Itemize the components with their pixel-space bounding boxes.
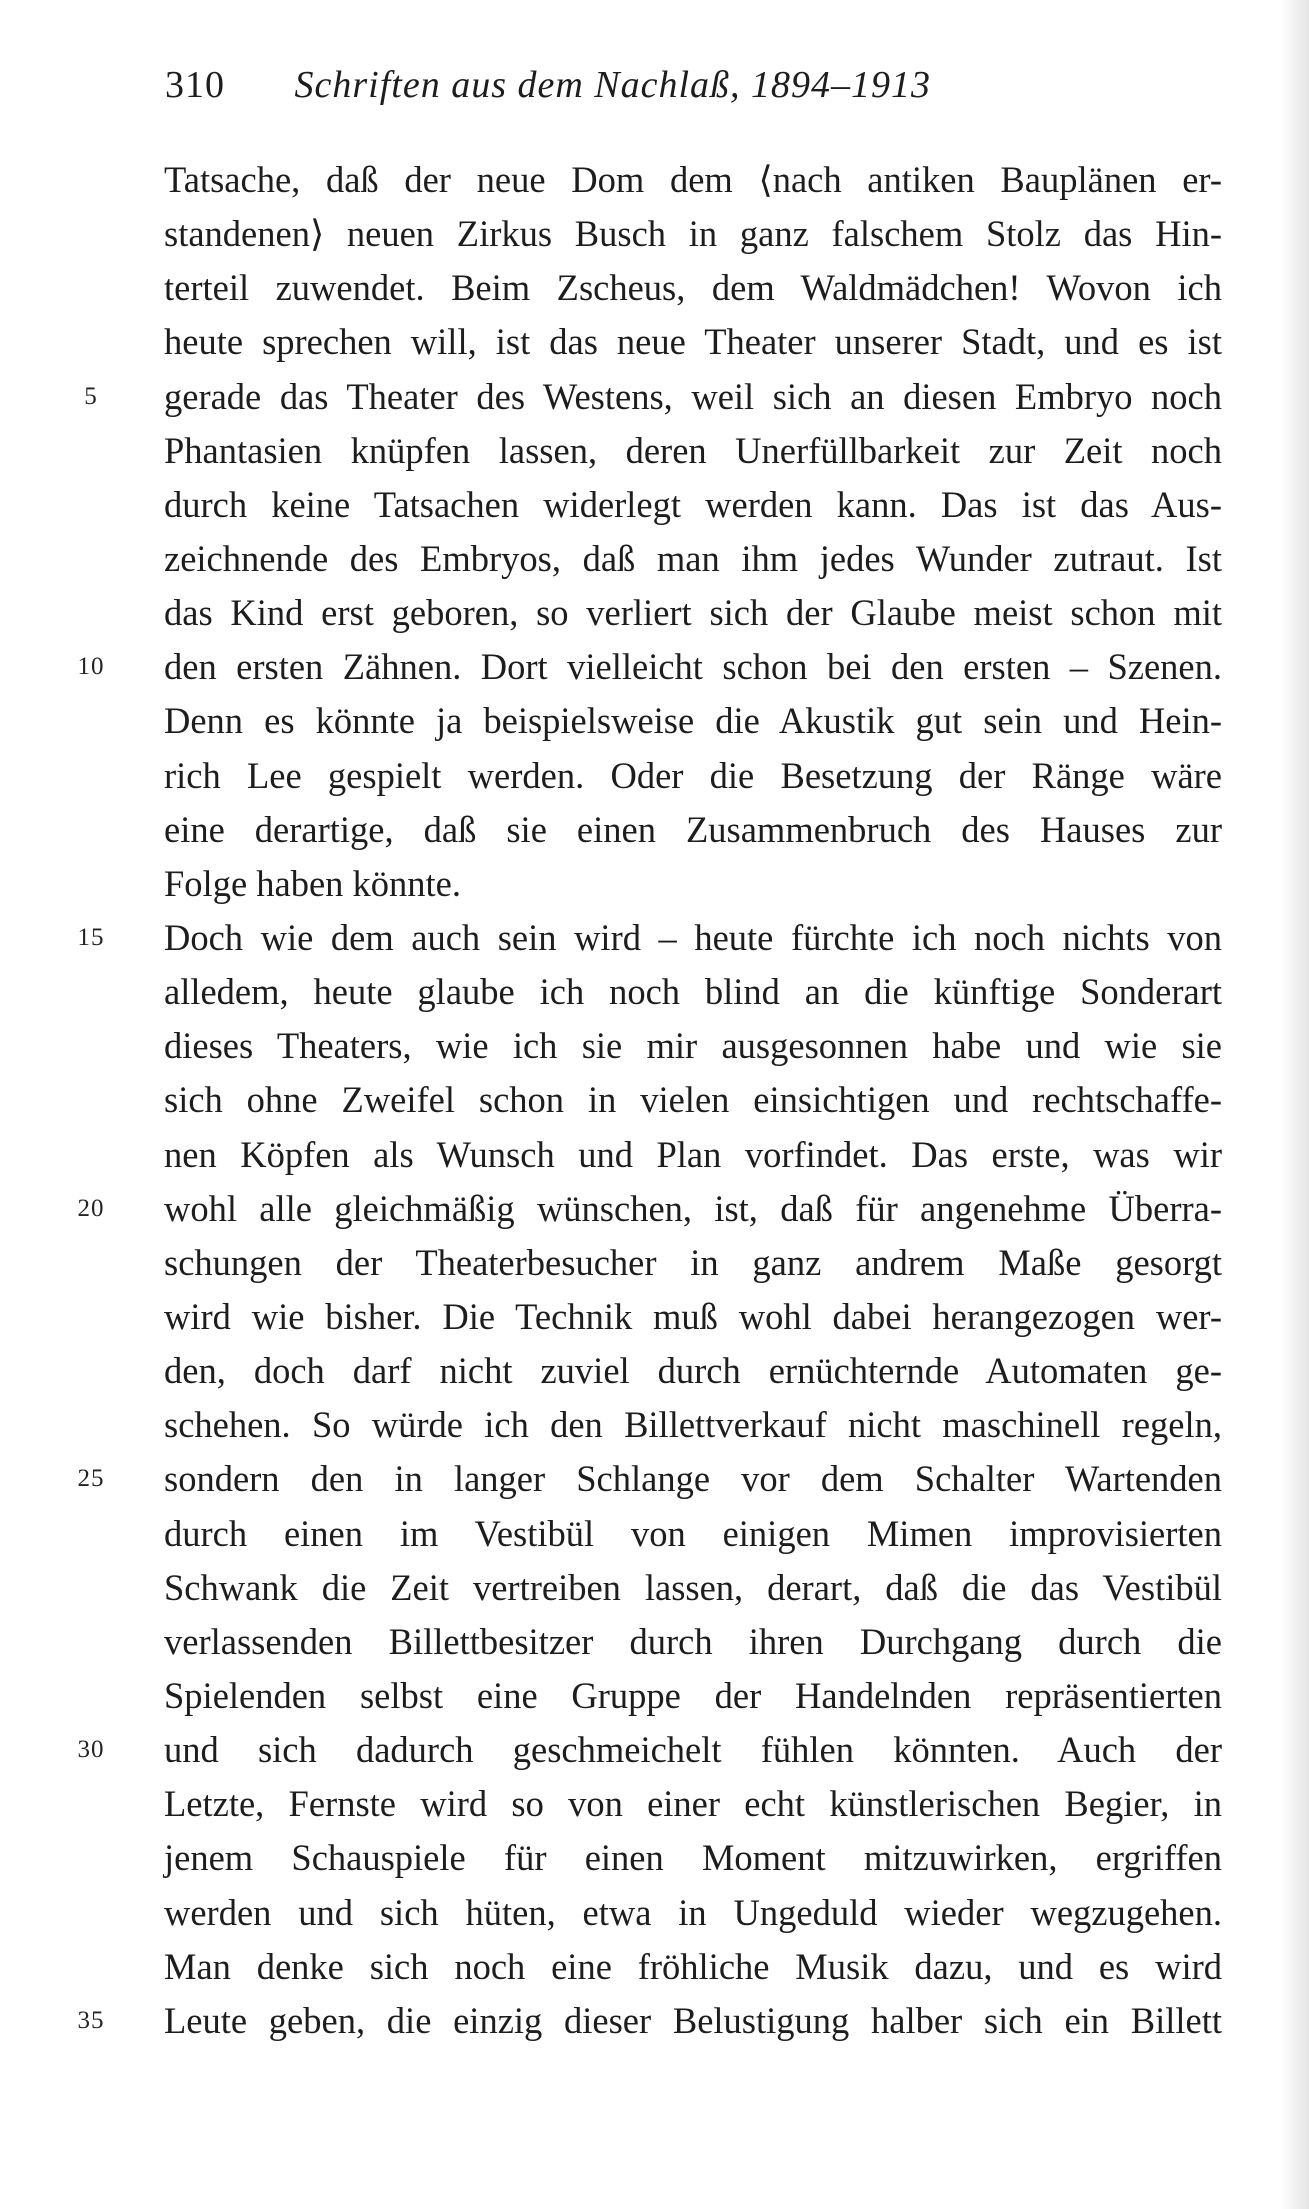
text-line-content: nen Köpfen als Wunsch und Plan vorfindet. Das erste, was wir [164,1133,1222,1175]
text-line-content: das Kind erst geboren, so verliert sich der Glaube meist schon mit [164,592,1222,634]
text-line [77,911,1222,965]
text-line [164,207,1222,261]
text-line [164,1831,1222,1885]
text-line [164,424,1222,478]
text-line [164,1886,1222,1940]
text-line-content: Phantasien knüpfen lassen, deren Unerfüllbarkeit zur Zeit noch [164,429,1222,471]
text-line-content: Leute geben, die einzig dieser Belustigung halber sich ein Billett [164,1999,1222,2041]
text-line-content: verlassenden Billettbesitzer durch ihren Durchgang durch die [164,1620,1222,1662]
page-header [165,66,931,104]
text-line [164,857,1222,911]
text-line-content: alledem, heute glaube ich noch blind an die künftige Sonderart [164,971,1222,1013]
body-text [77,153,1222,2048]
text-line-content: wird wie bisher. Die Technik muß wohl dabei herangezogen wer- [164,1295,1222,1337]
text-line [164,1344,1222,1398]
page-number: 310 [165,64,225,106]
text-line-content: durch keine Tatsachen widerlegt werden kann. Das ist das Aus- [164,483,1222,525]
text-line-content: sondern den in langer Schlange vor dem Schalter Wartenden [164,1458,1222,1500]
text-line-content: Folge haben könnte. [164,862,462,904]
text-line-content: Denn es könnte ja beispielsweise die Akustik gut sein und Hein- [164,700,1222,742]
text-line [164,1777,1222,1831]
text-line-content: den, doch darf nicht zuviel durch ernüchternde Automaten ge- [164,1350,1222,1392]
text-line [164,694,1222,748]
text-line [164,261,1222,315]
text-line [77,1723,1222,1777]
text-line [164,478,1222,532]
text-line-content: zeichnende des Embryos, daß man ihm jedes Wunder zutraut. Ist [164,537,1222,579]
text-line [164,1561,1222,1615]
text-line-content: heute sprechen will, ist das neue Theater unserer Stadt, und es ist [164,321,1222,363]
text-line-content: rich Lee gespielt werden. Oder die Besetzung der Ränge wäre [164,754,1222,796]
line-number: 35 [77,2006,105,2034]
line-number: 15 [77,923,105,951]
text-line [164,749,1222,803]
text-line-content: eine derartige, daß sie einen Zusammenbruch des Hauses zur [164,808,1222,850]
text-line [164,153,1222,207]
text-line-content: Tatsache, daß der neue Dom dem ⟨nach antiken Bauplänen er- [164,159,1222,200]
text-line-content: durch einen im Vestibül von einigen Mimen improvisierten [164,1512,1222,1554]
text-line-content: terteil zuwendet. Beim Zscheus, dem Waldmädchen! Wovon ich [164,267,1222,309]
text-line [164,1615,1222,1669]
text-line [164,1669,1222,1723]
text-line [84,370,1222,424]
line-number: 25 [77,1465,105,1493]
text-line [164,803,1222,857]
text-line [164,965,1222,1019]
text-line [164,532,1222,586]
text-line-content: den ersten Zähnen. Dort vielleicht schon bei den ersten – Szenen. [164,646,1222,688]
running-title: Schriften aus dem Nachlaß, 1894–1913 [294,64,932,106]
text-line-content: schehen. So würde ich den Billettverkauf nicht maschinell regeln, [164,1404,1222,1446]
text-line-content: schungen der Theaterbesucher in ganz andrem Maße gesorgt [164,1241,1222,1283]
text-line [164,1073,1222,1127]
text-line-content: Letzte, Fernste wird so von einer echt künstlerischen Begier, in [164,1783,1222,1825]
text-line [164,1398,1222,1452]
text-line [164,1507,1222,1561]
text-line-content: und sich dadurch geschmeichelt fühlen könnten. Auch der [164,1729,1222,1771]
text-line [164,1940,1222,1994]
text-line [77,1994,1222,2048]
line-number: 5 [84,382,98,410]
text-line-content: Man denke sich noch eine fröhliche Musik dazu, und es wird [164,1945,1222,1987]
page-edge-shadow [1281,0,1309,2209]
text-line [77,1452,1222,1506]
line-number: 20 [77,1194,105,1222]
text-line-content: werden und sich hüten, etwa in Ungeduld wieder wegzugehen. [164,1891,1222,1933]
text-line [77,1182,1222,1236]
text-line [77,640,1222,694]
text-line-content: Schwank die Zeit vertreiben lassen, derart, daß die das Vestibül [164,1566,1222,1608]
text-line [164,586,1222,640]
text-line-content: jenem Schauspiele für einen Moment mitzuwirken, ergriffen [164,1837,1222,1879]
text-line-content: wohl alle gleichmäßig wünschen, ist, daß für angenehme Überra- [164,1187,1222,1229]
text-line [164,1290,1222,1344]
text-line-content: sich ohne Zweifel schon in vielen einsichtigen und rechtschaffe- [164,1079,1222,1121]
text-line-content: dieses Theaters, wie ich sie mir ausgesonnen habe und wie sie [164,1025,1222,1067]
line-number: 10 [77,653,105,681]
text-line-content: Doch wie dem auch sein wird – heute fürchte ich noch nichts von [164,916,1222,958]
text-line [164,315,1222,369]
text-line-content: gerade das Theater des Westens, weil sich an diesen Embryo noch [164,375,1222,417]
text-line [164,1019,1222,1073]
line-number: 30 [77,1736,105,1764]
text-line [164,1236,1222,1290]
text-line [164,1128,1222,1182]
text-line-content: standenen⟩ neuen Zirkus Busch in ganz falschem Stolz das Hin- [164,213,1222,255]
text-line-content: Spielenden selbst eine Gruppe der Handelnden repräsentierten [164,1674,1222,1716]
